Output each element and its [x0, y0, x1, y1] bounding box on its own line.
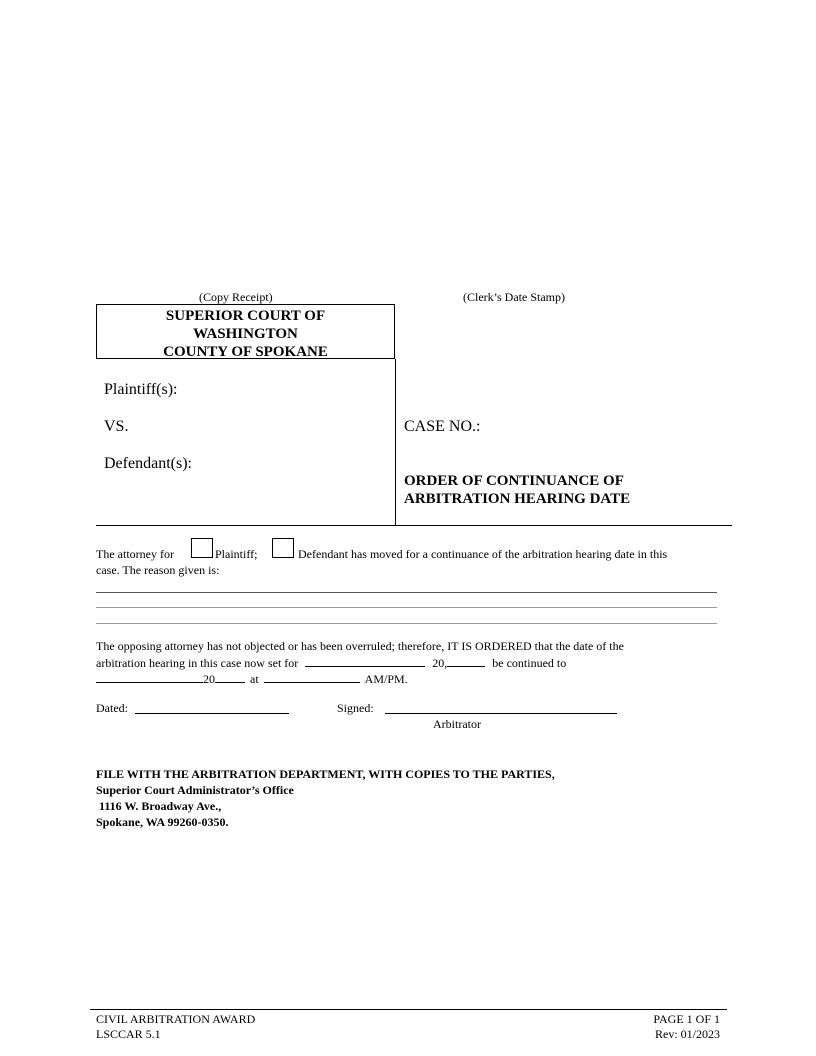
- arbitrator-label: Arbitrator: [433, 717, 481, 731]
- reason-line-1[interactable]: [96, 592, 717, 593]
- new-year-prefix: 20: [203, 672, 215, 686]
- footer-form-code: LSCCAR 5.1: [96, 1027, 161, 1041]
- reason-line-3[interactable]: [96, 623, 717, 624]
- case-number-label: CASE NO.:: [404, 418, 481, 435]
- order-paragraph-line3: [96, 671, 408, 687]
- caption-divider-vertical: [395, 359, 396, 526]
- order-title-line2: ARBITRATION HEARING DATE: [404, 491, 631, 507]
- court-name-line2: WASHINGTON: [193, 326, 298, 342]
- reason-label: case. The reason given is:: [96, 563, 220, 577]
- plaintiff-option-label: Plaintiff;: [215, 547, 258, 561]
- current-date-prefix: arbitration hearing in this case now set for: [96, 656, 299, 670]
- footer-form-title: CIVIL ARBITRATION AWARD: [96, 1012, 256, 1026]
- attorney-for-text: The attorney for: [96, 547, 174, 561]
- court-name-line1: SUPERIOR COURT OF: [165, 308, 326, 324]
- defendant-checkbox[interactable]: [272, 538, 294, 558]
- continued-to-label: be continued to: [492, 656, 567, 670]
- new-date-field[interactable]: [96, 671, 203, 683]
- new-year-field[interactable]: [215, 671, 245, 683]
- current-year-prefix: 20,: [432, 656, 448, 670]
- copy-receipt-label: (Copy Receipt): [199, 290, 273, 304]
- filing-office: Superior Court Administrator’s Office: [96, 783, 294, 797]
- dated-field[interactable]: [135, 713, 289, 714]
- ampm-label: AM/PM.: [364, 672, 408, 686]
- plaintiff-label: Plaintiff(s):: [104, 381, 178, 398]
- clerk-date-stamp-label: (Clerk’s Date Stamp): [463, 290, 565, 304]
- plaintiff-checkbox[interactable]: [191, 538, 213, 558]
- footer-divider: [90, 1009, 727, 1010]
- court-name-box: [96, 304, 395, 359]
- filing-street: 1116 W. Broadway Ave.,: [96, 799, 222, 813]
- footer-revision: Rev: 01/2023: [655, 1027, 720, 1041]
- at-label: at: [250, 672, 259, 686]
- filing-city: Spokane, WA 99260-0350.: [96, 815, 229, 829]
- current-year-field[interactable]: [447, 655, 485, 667]
- new-time-field[interactable]: [264, 671, 360, 683]
- dated-label: Dated:: [96, 701, 128, 715]
- vs-label: VS.: [104, 418, 129, 435]
- order-paragraph-line1: The opposing attorney has not objected or has been overruled; therefore, IT IS ORDERED that the date of the: [96, 639, 624, 653]
- signed-label: Signed:: [337, 701, 374, 715]
- current-date-field[interactable]: [305, 655, 425, 667]
- defendant-option-text: Defendant has moved for a continuance of the arbitration hearing date in this: [298, 547, 668, 561]
- reason-line-2[interactable]: [96, 607, 717, 608]
- order-paragraph-line2: [96, 655, 566, 671]
- signature-field[interactable]: [385, 713, 617, 714]
- caption-divider-horizontal: [96, 525, 732, 526]
- footer-page-number: PAGE 1 OF 1: [653, 1012, 720, 1026]
- defendant-label: Defendant(s):: [104, 455, 192, 472]
- court-name-line3: COUNTY OF SPOKANE: [163, 344, 328, 360]
- order-title-line1: ORDER OF CONTINUANCE OF: [404, 473, 624, 489]
- filing-instruction: FILE WITH THE ARBITRATION DEPARTMENT, WITH COPIES TO THE PARTIES,: [96, 767, 555, 781]
